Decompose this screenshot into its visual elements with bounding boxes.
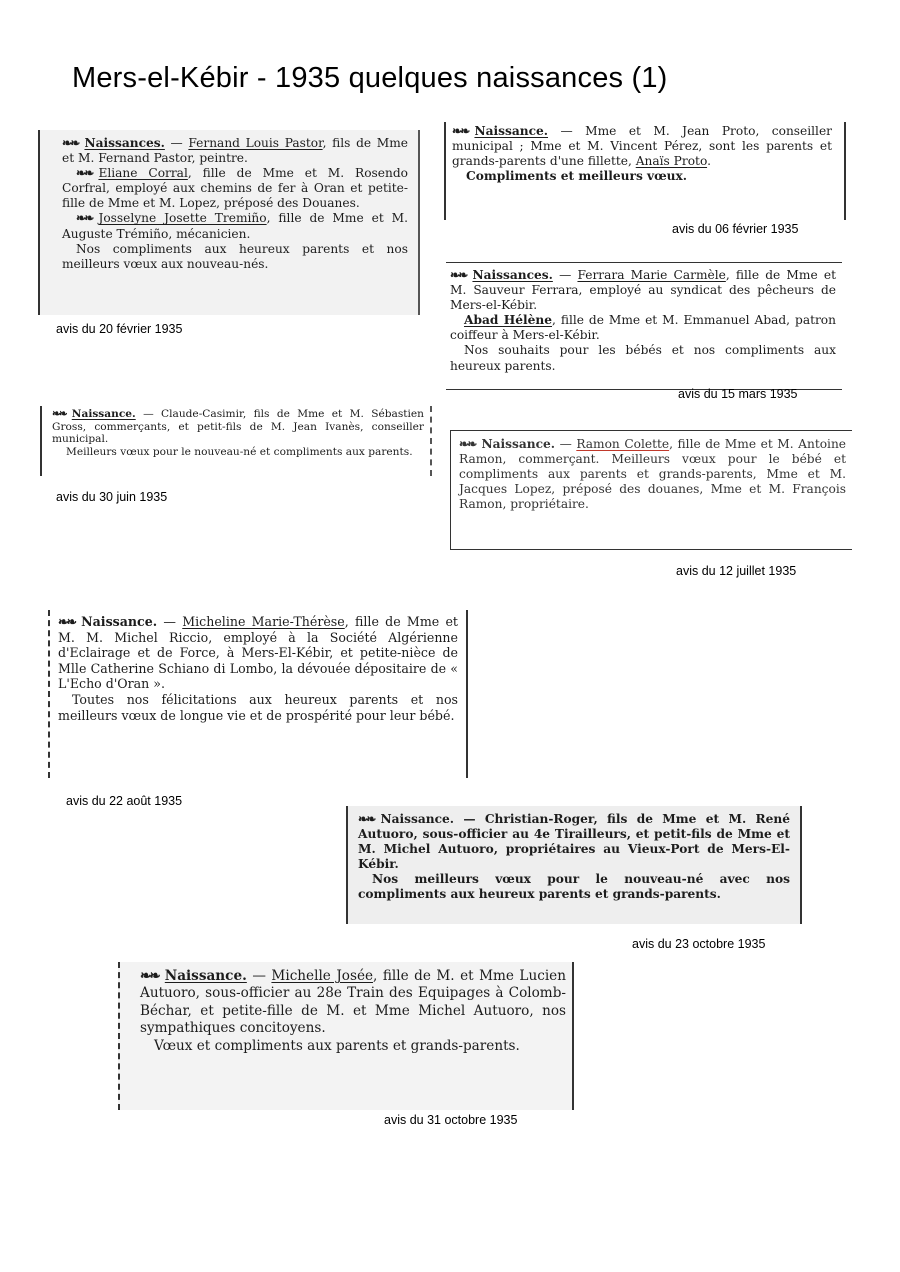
notice-date-caption: avis du 31 octobre 1935 — [384, 1113, 518, 1127]
notice-heading: Naissance. — [81, 614, 158, 629]
child-name: Josselyne Josette Tremiño — [98, 211, 267, 226]
fleuron-icon: ❧❧ — [58, 614, 76, 629]
notice-heading: Naissance. — [380, 812, 455, 826]
notice-date-caption: avis du 06 février 1935 — [672, 222, 799, 236]
notice-date-caption: avis du 23 octobre 1935 — [632, 937, 766, 951]
notice-wishes: Toutes nos félicitations aux heureux parents et nos meilleurs vœux de longue vie et de prospérité pour leur bébé. — [58, 691, 458, 723]
child-name: Fernand Louis Pastor — [188, 136, 323, 150]
fleuron-icon: ❧❧ — [459, 437, 476, 451]
notice-heading: Naissance. — [481, 437, 556, 451]
birth-notice-clipping-2: ❧❧ Naissance. — Mme et M. Jean Proto, conseiller municipal ; Mme et M. Vincent Pérez, sont les parents et grands-parents d'une fillette, Anaïs Proto. Compliments et meilleurs vœux. — [444, 122, 846, 220]
fleuron-icon: ❧❧ — [140, 968, 159, 984]
child-name: Eliane Corral — [98, 166, 188, 181]
notice-date-caption: avis du 12 juillet 1935 — [676, 564, 797, 578]
fleuron-icon: ❧❧ — [452, 124, 469, 138]
notice-heading: Naissances. — [84, 136, 165, 150]
birth-notice-clipping-6: ❧❧ Naissance. — Micheline Marie-Thérèse, fille de Mme et M. M. Michel Riccio, employé à la Société Algérienne d'Eclairage et de Force, à Mers-El-Kébir, et petite-nièce de Mlle Catherine Schiano di Lombo, la dévouée dépositaire de « L'Echo d'Oran ». Toutes nos félicitations aux heureux parents et nos meilleurs vœux de longue vie et de prospérité pour leur bébé. — [48, 610, 468, 778]
notice-wishes: Vœux et compliments aux parents et grands-parents. — [154, 1037, 520, 1054]
child-name: Abad Hélène — [464, 313, 552, 328]
notice-date-caption: avis du 30 juin 1935 — [56, 490, 168, 504]
notice-heading: Naissance. — [474, 124, 549, 138]
child-name: Ferrara Marie Carmèle — [577, 268, 726, 282]
notice-date-caption: avis du 20 février 1935 — [56, 322, 183, 336]
fleuron-icon: ❧❧ — [76, 166, 93, 181]
child-name: Michelle Josée — [271, 968, 374, 984]
notice-heading: Naissances. — [472, 268, 553, 282]
fleuron-icon: ❧❧ — [450, 268, 467, 282]
birth-notice-clipping-8: ❧❧ Naissance. — Michelle Josée, fille de M. et Mme Lucien Autuoro, sous-officier au 28e Train des Equipages à Colomb-Béchar, et petite-fille de M. et Mme Michel Autuoro, nos sympathiques concitoyens. Vœux et compliments aux parents et grands-parents. — [118, 962, 574, 1110]
birth-notice-clipping-3: ❧❧ Naissances. — Ferrara Marie Carmèle, fille de Mme et M. Sauveur Ferrara, employé au syndicat des pêcheurs de Mers-el-Kébir. Abad Hélène, fille de Mme et M. Emmanuel Abad, patron coiffeur à Mers-el-Kébir. Nos souhaits pour les bébés et nos compliments aux heureux parents. — [446, 262, 842, 390]
birth-notice-clipping-7: ❧❧ Naissance. — Christian-Roger, fils de Mme et M. René Autuoro, sous-officier au 4e Tirailleurs, et petit-fils de Mme et M. Michel Autuoro, propriétaires au Vieux-Port de Mers-El-Kébir. Nos meilleurs vœux pour le nouveau-né avec nos compliments aux heureux parents et grands-parents. — [346, 806, 802, 924]
child-name: Ramon Colette — [576, 437, 670, 451]
notice-date-caption: avis du 15 mars 1935 — [678, 387, 798, 401]
notice-wishes: Meilleurs vœux pour le nouveau-né et compliments aux parents. — [66, 445, 413, 458]
fleuron-icon: ❧❧ — [76, 211, 93, 226]
notice-wishes: Nos compliments aux heureux parents et nos meilleurs vœux aux nouveau-nés. — [62, 241, 408, 271]
notice-wishes: Compliments et meilleurs vœux. — [466, 169, 688, 184]
page-title: Mers-el-Kébir - 1935 quelques naissances (1) — [72, 62, 668, 94]
fleuron-icon: ❧❧ — [52, 408, 66, 420]
birth-notice-clipping-1: ❧❧ Naissances. — Fernand Louis Pastor, fils de Mme et M. Fernand Pastor, peintre. ❧❧ Eliane Corral, fille de Mme et M. Rosendo Corfral, employé aux chemins de fer à Oran et petite-fille de Mme et M. Lopez, préposé des Douanes. ❧❧ Josselyne Josette Tremiño, fille de Mme et M. Auguste Trémiño, mécanicien. Nos compliments aux heureux parents et nos meilleurs vœux aux nouveau-nés. — [38, 130, 420, 315]
fleuron-icon: ❧❧ — [62, 136, 79, 150]
fleuron-icon: ❧❧ — [358, 812, 375, 826]
notice-wishes: Nos souhaits pour les bébés et nos compliments aux heureux parents. — [450, 343, 836, 373]
notice-wishes: Nos meilleurs vœux pour le nouveau-né avec nos compliments aux heureux parents et grands-parents. — [358, 872, 790, 902]
child-name: Anaïs Proto — [635, 154, 708, 169]
birth-notice-clipping-4: ❧❧ Naissance. — Claude-Casimir, fils de Mme et M. Sébastien Gross, commerçants, et petit-fils de M. Jean Ivanès, conseiller municipal. Meilleurs vœux pour le nouveau-né et compliments aux parents. — [40, 406, 432, 476]
notice-heading: Naissance. — [71, 408, 136, 420]
notice-heading: Naissance. — [164, 968, 247, 984]
notice-date-caption: avis du 22 août 1935 — [66, 794, 183, 808]
birth-notice-clipping-5: ❧❧ Naissance. — Ramon Colette, fille de Mme et M. Antoine Ramon, commerçant. Meilleurs vœux pour le bébé et compliments aux parents et grands-parents, Mme et M. Jacques Lopez, préposé des douanes, Mme et M. François Ramon, propriétaire. — [450, 430, 852, 550]
child-name: Micheline Marie-Thérèse — [182, 614, 345, 629]
